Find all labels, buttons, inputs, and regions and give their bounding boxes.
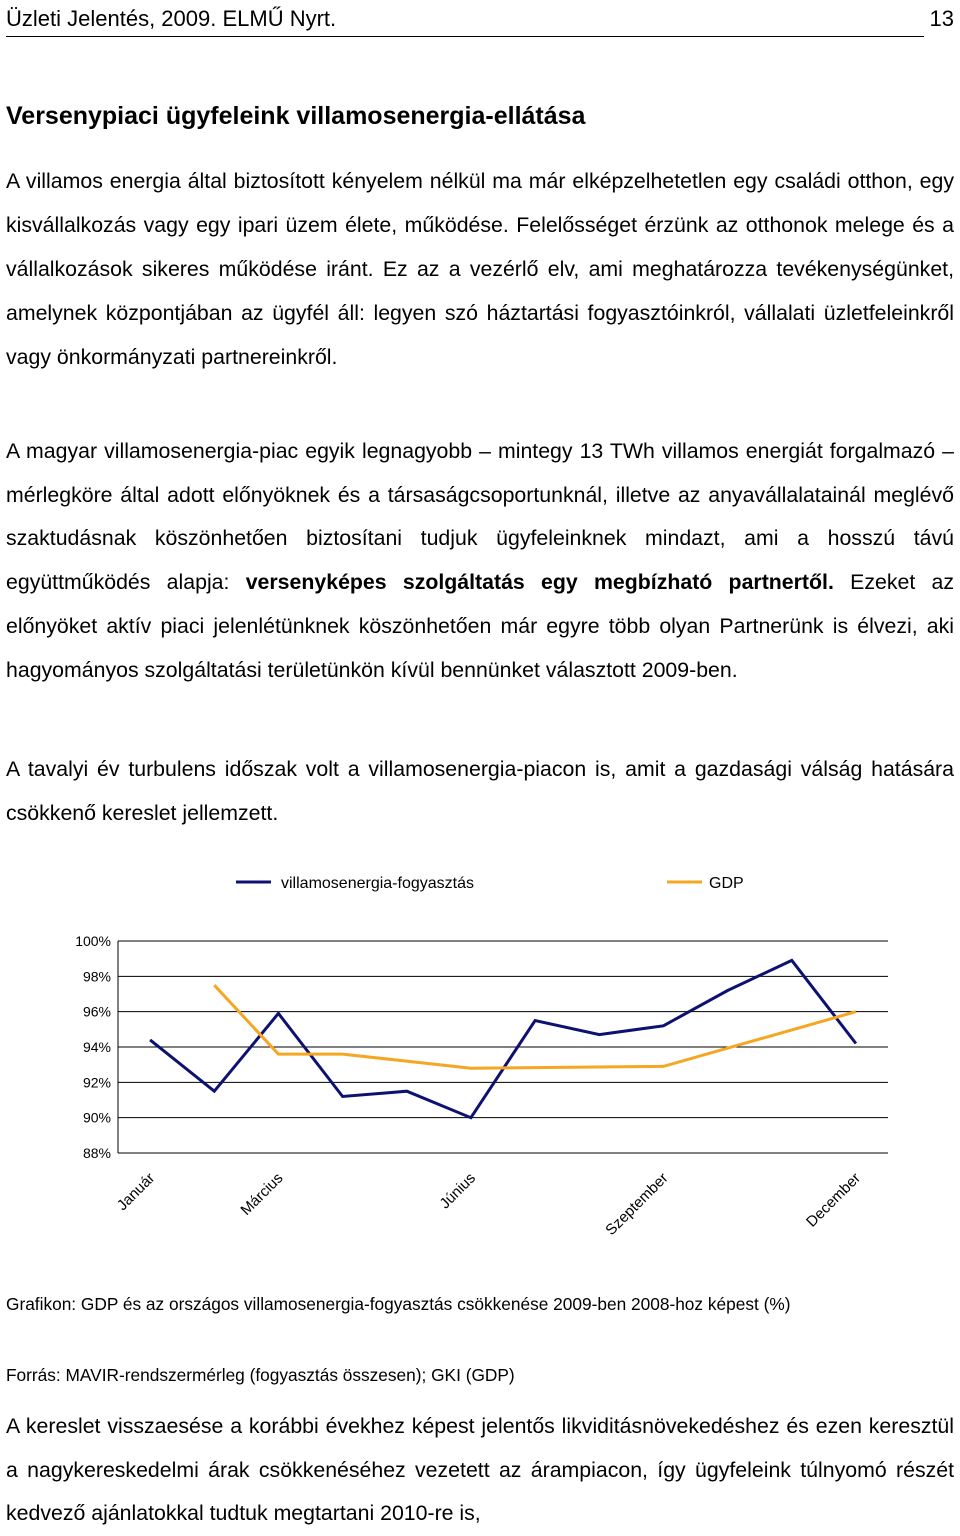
paragraph-2-bold: versenyképes szolgáltatás egy megbízható partnertől.: [246, 570, 834, 594]
y-tick-label: 88%: [83, 1145, 111, 1161]
paragraph-4: A kereslet visszaesése a korábbi évekhez képest jelentős likviditásnövekedéshez és ezen keresztül a nagykereskedelmi árak csökkenéséhez vezetett az árampiacon, így ügyfeleink túlnyomó részét kedvező ajánlatokkal tudtuk megtartani 2010-re is,: [6, 1405, 954, 1536]
legend-label: villamosenergia-fogyasztás: [281, 875, 474, 892]
section-title: Versenypiaci ügyfeleink villamosenergia-ellátása: [6, 102, 585, 131]
line-chart: [0, 850, 960, 1270]
paragraph-1: A villamos energia által biztosított kényelem nélkül ma már elképzelhetetlen egy családi otthon, egy kisvállalkozás vagy egy ipari üzem élete, működése. Felelősséget érzünk az otthonok melege és a vállalkozások sikeres működése iránt. Ez az a vezérlő elv, ami meghatározza tevékenységünket, amelynek központjában az ügyfél áll: legyen szó háztartási fogyasztóinkról, vállalati üzletfeleinkről vagy önkormányzati partnereinkről.: [6, 159, 954, 379]
x-tick-label: Szeptember: [602, 1170, 671, 1239]
y-tick-label: 90%: [83, 1110, 111, 1126]
y-tick-label: 92%: [83, 1074, 111, 1090]
paragraph-2-end: Ezeket az előnyöket aktív piaci jelenlétünknek köszönhetően már egyre több olyan Partnerünk is élvezi, aki hagyományos szolgáltatási területünkön kívül bennünket választott 2009-ben.: [6, 570, 954, 681]
legend-label: GDP: [709, 875, 744, 892]
chart-container: [0, 850, 960, 1270]
chart-caption: Grafikon: GDP és az országos villamosenergia-fogyasztás csökkenése 2009-ben 2008-hoz képest (%): [6, 1286, 954, 1322]
y-tick-label: 100%: [75, 933, 111, 949]
header-rule: [6, 36, 924, 37]
y-tick-label: 96%: [83, 1004, 111, 1020]
x-tick-label: Január: [114, 1170, 158, 1214]
paragraph-2-start: A magyar villamosenergia-piac egyik legnagyobb – mintegy 13 TWh villamos energiát forgalmazó – mérlegköre által adott előnyöknek és a társaságcsoportunknál, illetve az anyavállalatainál meglévő szaktudásnak köszönhetően biztosítani tudjuk ügyfeleinknek mindazt, ami a hosszú távú együttműködés alapja:: [6, 439, 954, 594]
x-tick-label: Március: [237, 1170, 286, 1219]
x-tick-label: Június: [436, 1170, 479, 1213]
paragraph-2: [6, 430, 954, 692]
page-number: 13: [930, 4, 954, 34]
paragraph-3: A tavalyi év turbulens időszak volt a villamosenergia-piacon is, amit a gazdasági válság hatására csökkenő kereslet jellemzett.: [6, 748, 954, 835]
x-tick-label: December: [803, 1170, 864, 1231]
y-tick-label: 98%: [83, 968, 111, 984]
page-header: [6, 4, 954, 38]
chart-source: Forrás: MAVIR-rendszermérleg (fogyasztás összesen); GKI (GDP): [6, 1357, 954, 1393]
y-tick-label: 94%: [83, 1039, 111, 1055]
header-title: Üzleti Jelentés, 2009. ELMŰ Nyrt.: [6, 4, 336, 34]
series-line-consumption: [150, 960, 856, 1117]
